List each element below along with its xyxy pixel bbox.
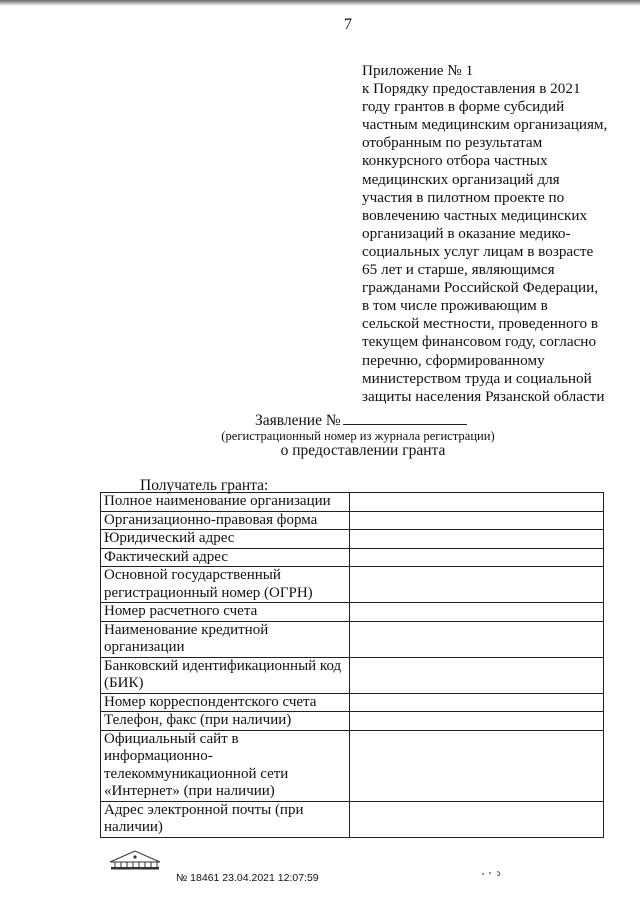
application-title-text: Заявление № (255, 412, 341, 429)
row-value (350, 730, 604, 801)
appendix-line: к Порядку предоставления в 2021 (362, 80, 581, 98)
row-value (350, 530, 604, 549)
appendix-line: социальных услуг лицам в возрасте (362, 242, 594, 260)
appendix-line: перечню, сформированному (362, 351, 545, 369)
row-value (350, 693, 604, 712)
document-registration-stamp: № 18461 23.04.2021 12:07:59 (176, 872, 319, 884)
row-label: Фактический адрес (101, 548, 350, 567)
appendix-line: защиты населения Рязанской области (362, 387, 605, 405)
table-row (101, 621, 604, 657)
row-value (350, 801, 604, 837)
grant-recipient-table (100, 492, 604, 838)
registration-note: (регистрационный номер из журнала регистрации) (221, 429, 495, 443)
appendix-line: участия в пилотном проекте по (362, 188, 565, 206)
row-label: Полное наименование организации (101, 493, 350, 512)
building-stamp-icon (108, 848, 162, 870)
scan-top-edge (0, 0, 640, 6)
row-value (350, 567, 604, 603)
row-label: Адрес электронной почты (при наличии) (101, 801, 350, 837)
appendix-line: организаций в оказание медико- (362, 224, 571, 242)
appendix-line: сельской местности, проведенного в (362, 315, 599, 333)
row-label: Организационно-правовая форма (101, 511, 350, 530)
table-row (101, 730, 604, 801)
appendix-line: медицинских организаций для (362, 170, 560, 188)
row-label: Юридический адрес (101, 530, 350, 549)
appendix-line: вовлечению частных медицинских (362, 206, 588, 224)
appendix-header (362, 62, 624, 406)
application-subtitle: о предоставлении гранта (280, 442, 446, 459)
table-row (101, 801, 604, 837)
scan-artifact (480, 866, 510, 876)
table-row (101, 511, 604, 530)
appendix-line: в том числе проживающим в (362, 297, 548, 315)
table-row (101, 693, 604, 712)
appendix-line: отобранным по результатам (362, 134, 543, 152)
appendix-line: 65 лет и старше, являющимся (362, 261, 555, 279)
appendix-line: министерством труда и социальной (362, 369, 592, 387)
row-label: Основной государственный регистрационный номер (ОГРН) (101, 567, 350, 603)
row-value (350, 621, 604, 657)
row-value (350, 511, 604, 530)
row-label: Наименование кредитной организации (101, 621, 350, 657)
row-label: Телефон, факс (при наличии) (101, 712, 350, 731)
appendix-line: Приложение № 1 (362, 62, 474, 79)
row-value (350, 712, 604, 731)
row-value (350, 493, 604, 512)
table-row (101, 567, 604, 603)
table-row (101, 657, 604, 693)
row-label: Номер расчетного счета (101, 603, 350, 622)
row-value (350, 657, 604, 693)
recipient-label: Получатель гранта: (140, 477, 269, 494)
appendix-line: конкурсного отбора частных (362, 152, 548, 170)
table-row (101, 493, 604, 512)
table-row (101, 712, 604, 731)
table-row (101, 603, 604, 622)
application-number-blank (343, 410, 467, 425)
appendix-line: частным медицинским организациям, (362, 116, 608, 134)
appendix-line: текущем финансовом году, согласно (362, 333, 597, 351)
page-number: 7 (344, 16, 352, 33)
row-label: Официальный сайт в информационно-телекоммуникационной сети «Интернет» (при наличии) (101, 730, 350, 801)
table-row (101, 530, 604, 549)
row-value (350, 548, 604, 567)
row-label: Номер корреспондентского счета (101, 693, 350, 712)
row-value (350, 603, 604, 622)
table-row (101, 548, 604, 567)
appendix-line: гражданами Российской Федерации, (362, 279, 599, 297)
row-label: Банковский идентификационный код (БИК) (101, 657, 350, 693)
appendix-line: году грантов в форме субсидий (362, 98, 565, 116)
application-title (255, 410, 467, 430)
